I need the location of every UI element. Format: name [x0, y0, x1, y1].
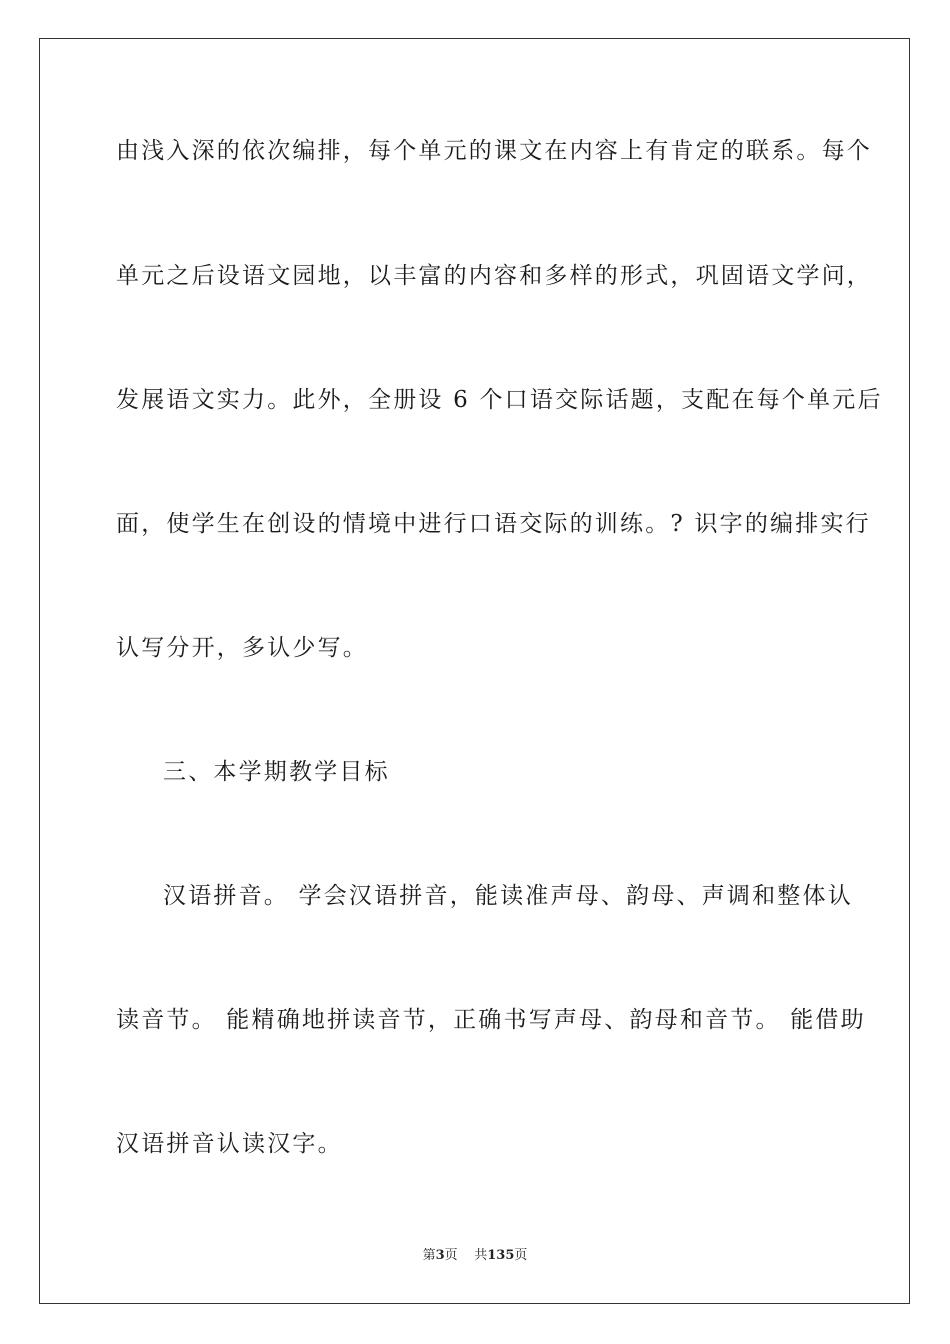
body-text-line-4: 面，使学生在创设的情境中进行口语交际的训练。? 识字的编排实行	[116, 511, 871, 537]
footer-total-number: 135	[487, 1248, 515, 1263]
body-text-line-5: 认写分开，多认少写。	[116, 635, 368, 661]
footer-page-suffix: 页	[444, 1248, 458, 1263]
body-text-line-8: 汉语拼音认读汉字。	[116, 1131, 343, 1157]
footer-total-suffix: 页	[514, 1248, 528, 1263]
body-text-line-3: 发展语文实力。此外，全册设 6 个口语交际话题，支配在每个单元后	[116, 387, 883, 413]
body-text-line-2: 单元之后设语文园地，以丰富的内容和多样的形式，巩固语文学问，	[116, 263, 872, 289]
footer-page-number: 3	[435, 1248, 445, 1263]
body-text-line-6: 汉语拼音。 学会汉语拼音，能读准声母、韵母、声调和整体认	[163, 883, 853, 909]
footer-page-prefix: 第	[422, 1248, 436, 1263]
footer-total-prefix: 共	[474, 1248, 488, 1263]
body-text-line-7: 读音节。 能精确地拼读音节，正确书写声母、韵母和音节。 能借助	[116, 1007, 866, 1033]
section-heading: 三、本学期教学目标	[163, 759, 390, 785]
page-frame	[39, 38, 910, 1304]
body-text-line-1: 由浅入深的依次编排，每个单元的课文在内容上有肯定的联系。每个	[116, 138, 872, 164]
page-footer	[0, 1248, 950, 1264]
